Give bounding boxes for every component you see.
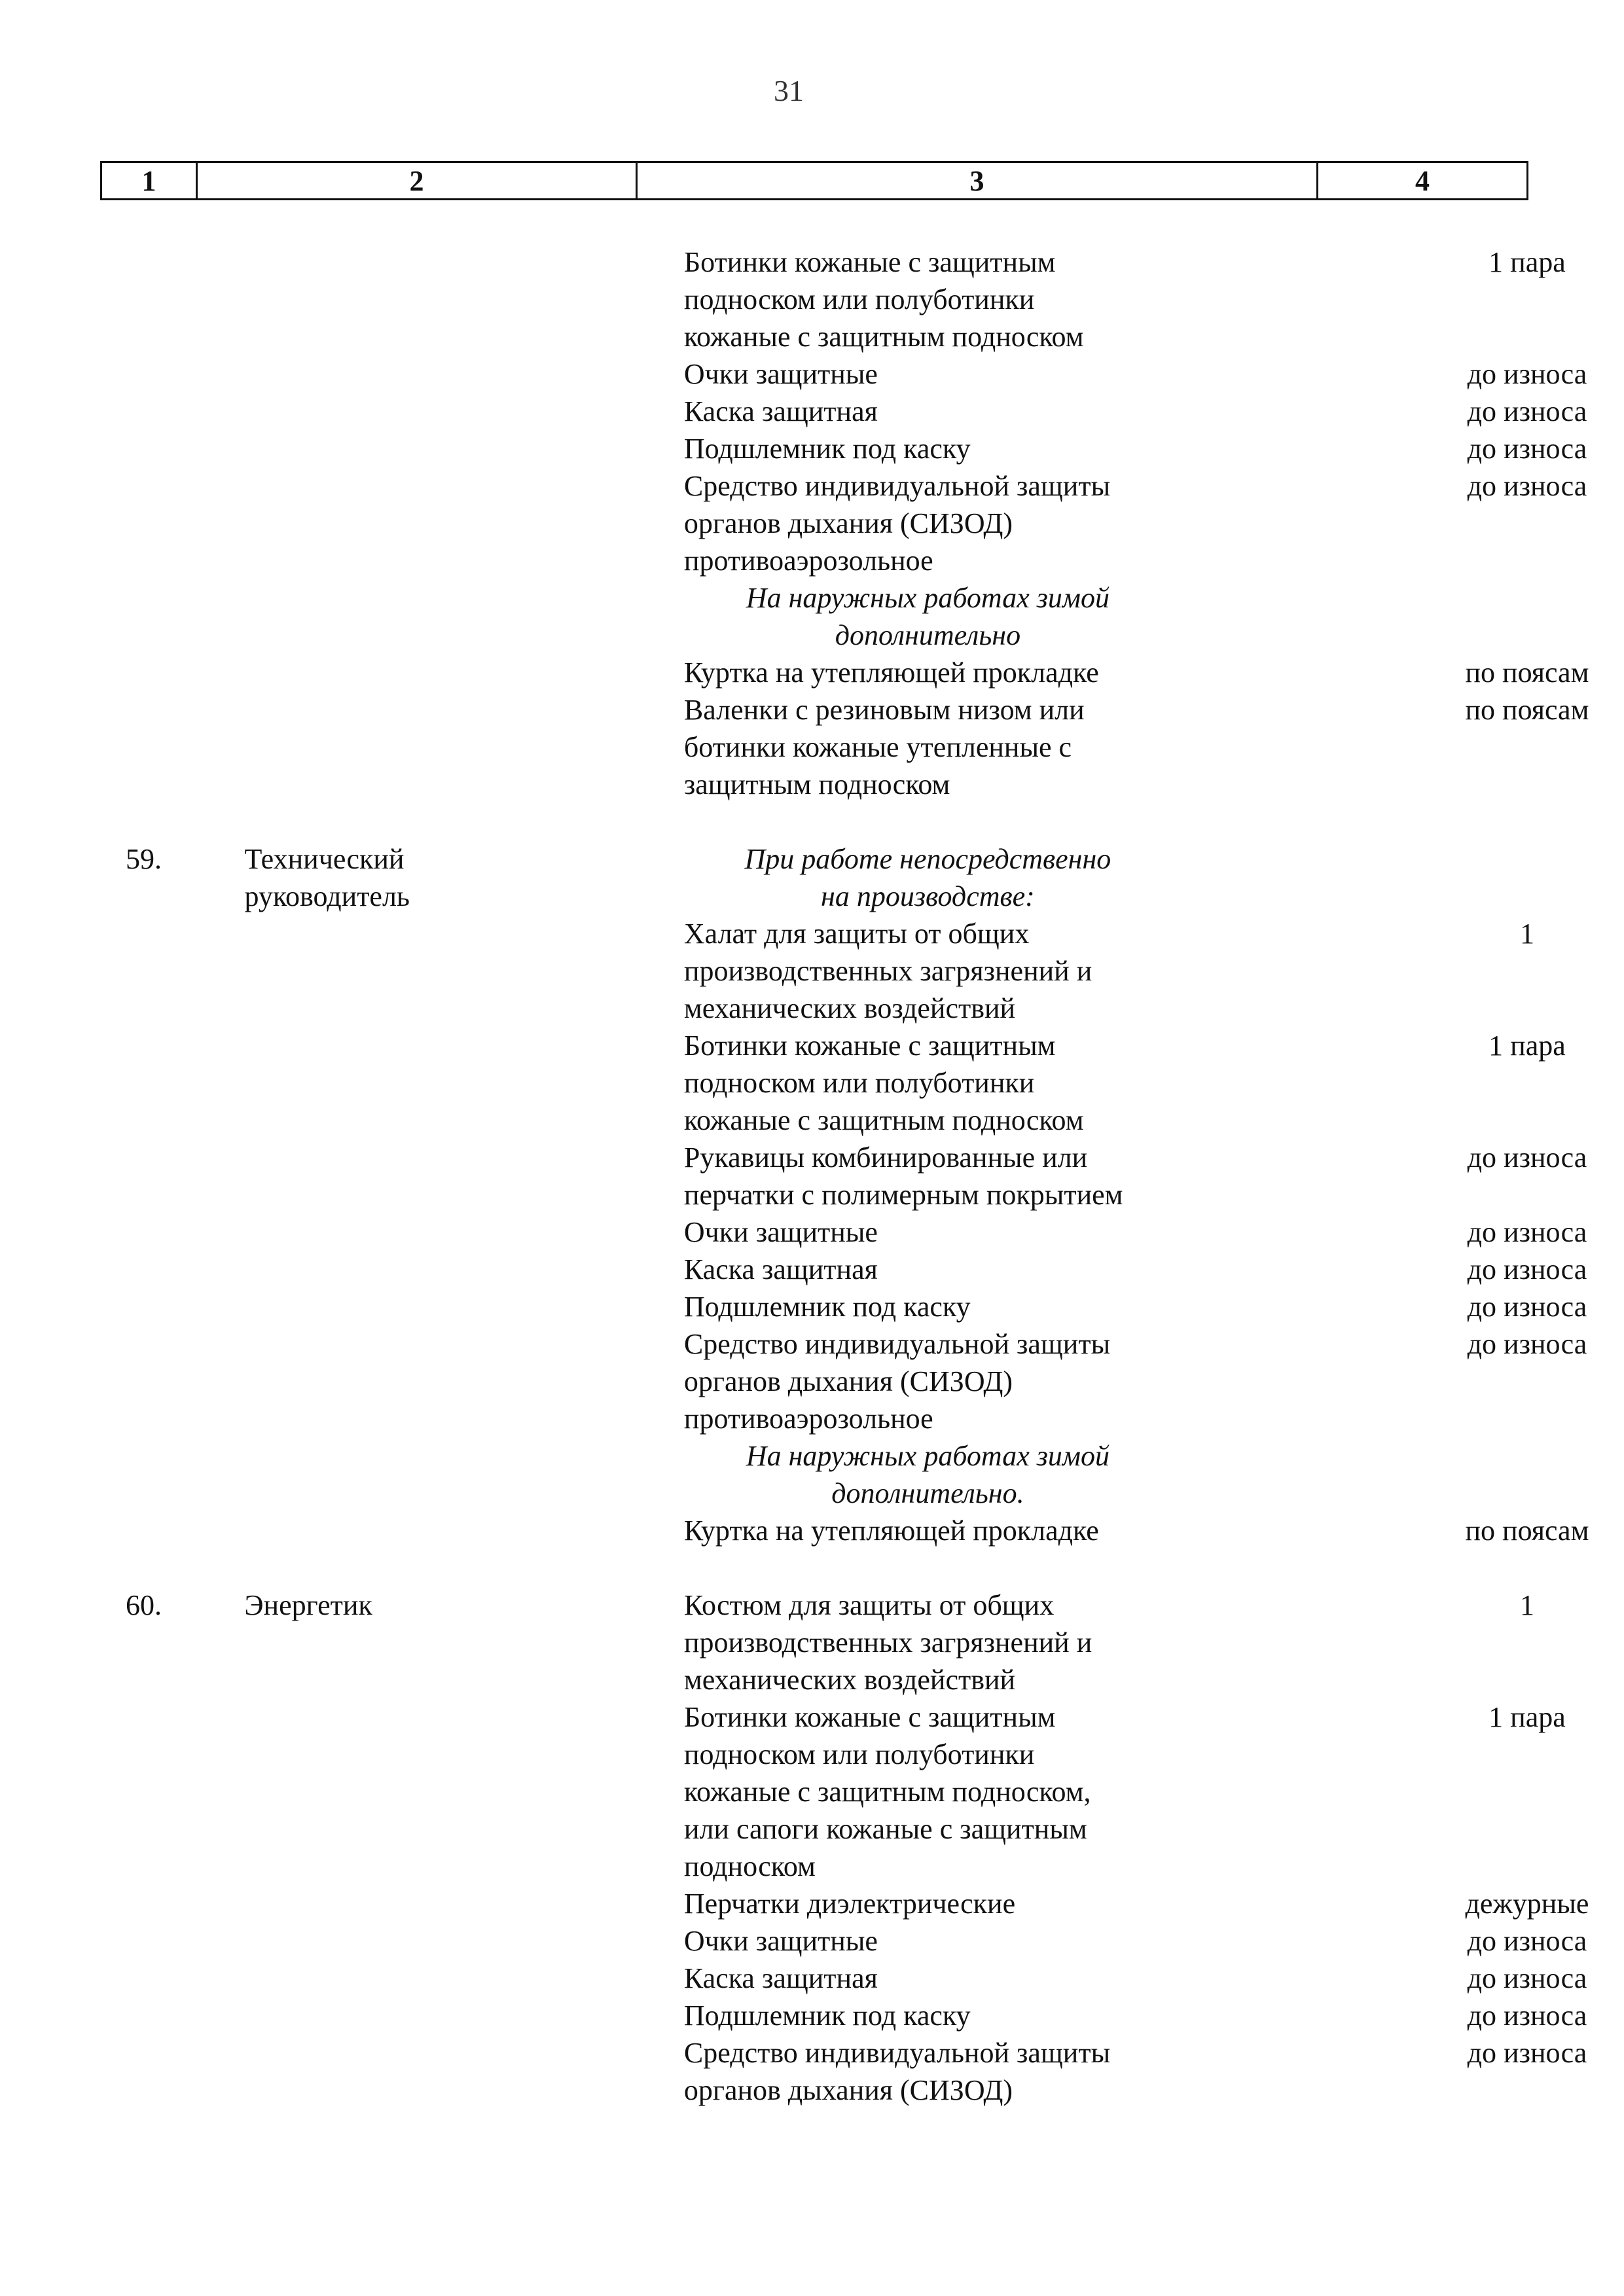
ppe-item-line: органов дыхания (СИЗОД)	[683, 507, 1013, 539]
ppe-item-line: Ботинки кожаные с защитным	[683, 1701, 1056, 1733]
ppe-item	[684, 1213, 1172, 1251]
issue-norm: до износа	[1467, 1141, 1587, 1174]
ppe-item-line: органов дыхания (СИЗОД)	[683, 1365, 1013, 1397]
job-title	[210, 243, 657, 355]
row-number	[0, 2034, 244, 2109]
ppe-item	[684, 1139, 1172, 1213]
ppe-item-line: на производстве:	[821, 880, 1035, 912]
ppe-item	[684, 2034, 1172, 2109]
table-row	[0, 1251, 1624, 1288]
ppe-item-line: кожаные с защитным подноском	[683, 1104, 1084, 1136]
ppe-item-line: Куртка на утепляющей прокладке	[683, 1515, 1099, 1547]
ppe-item-line: Очки защитные	[683, 1216, 878, 1248]
job-title	[210, 915, 657, 1027]
ppe-item-line: На наружных работах зимой	[746, 1440, 1110, 1472]
job-title	[210, 1139, 657, 1213]
ppe-item-line: дополнительно	[835, 619, 1021, 651]
job-title	[210, 1922, 657, 1960]
header-col-4: 4	[1415, 164, 1430, 197]
ppe-item-line: Ботинки кожаные с защитным	[683, 246, 1056, 278]
table-row	[0, 1437, 1624, 1512]
ppe-item	[684, 1922, 1172, 1960]
issue-norm: до износа	[1467, 1291, 1587, 1323]
ppe-item-line: производственных загрязнений и	[683, 1626, 1092, 1659]
ppe-item-line: производственных загрязнений и	[683, 955, 1092, 987]
row-number	[0, 1960, 244, 1997]
job-title	[210, 1885, 657, 1922]
issue-norm: 1 пара	[1489, 1030, 1566, 1062]
job-title	[210, 430, 657, 467]
ppe-item	[684, 1251, 1172, 1288]
issue-norm	[1430, 579, 1624, 654]
page-number: 31	[774, 74, 804, 107]
ppe-item	[684, 691, 1172, 803]
section-note	[684, 1437, 1172, 1512]
ppe-item-line: или сапоги кожаные с защитным	[683, 1813, 1087, 1845]
ppe-item	[684, 1997, 1172, 2034]
ppe-item-line: Костюм для защиты от общих	[683, 1589, 1055, 1621]
ppe-item-line: Очки защитные	[683, 1925, 878, 1957]
ppe-item	[684, 355, 1172, 393]
job-title	[210, 1587, 657, 1698]
table-row	[0, 1027, 1624, 1139]
row-number	[0, 1437, 244, 1512]
row-number	[0, 691, 244, 803]
row-number	[0, 467, 244, 579]
ppe-item-line: кожаные с защитным подноском	[683, 321, 1084, 353]
row-number	[0, 1027, 244, 1139]
row-number	[0, 1885, 244, 1922]
issue-norm: 1 пара	[1489, 1701, 1566, 1733]
issue-norm: до износа	[1467, 1216, 1587, 1248]
ppe-item-line: противоаэрозольное	[683, 1403, 933, 1435]
table-row	[0, 1922, 1624, 1960]
ppe-item-line: Подшлемник под каску	[683, 1291, 971, 1323]
issue-norm: до износа	[1467, 2037, 1587, 2069]
job-title	[210, 1213, 657, 1251]
issue-norm: до износа	[1467, 1253, 1587, 1285]
ppe-item	[684, 1027, 1172, 1139]
section-note	[684, 840, 1172, 915]
ppe-item-line: подноском или полуботинки	[683, 283, 1035, 315]
ppe-item-line: Средство индивидуальной защиты	[683, 2037, 1111, 2069]
ppe-item-line: противоаэрозольное	[683, 545, 933, 577]
job-title	[210, 1251, 657, 1288]
row-number	[0, 355, 244, 393]
issue-norm: до износа	[1467, 1962, 1587, 1994]
table-row	[0, 1288, 1624, 1325]
issue-norm: до износа	[1467, 1328, 1587, 1360]
issue-norm: до износа	[1467, 358, 1587, 390]
job-title	[210, 1698, 657, 1885]
job-title-line: Технический	[244, 843, 405, 875]
table-row	[0, 243, 1624, 355]
header-col-3: 3	[638, 163, 1318, 198]
job-title	[210, 1960, 657, 1997]
row-number	[0, 243, 244, 355]
row-number	[0, 915, 244, 1027]
row-number: 59.	[126, 843, 162, 875]
job-title	[210, 1512, 657, 1549]
row-number	[0, 1251, 244, 1288]
job-title	[210, 1437, 657, 1512]
ppe-item	[684, 1512, 1172, 1549]
table-row	[0, 1325, 1624, 1437]
issue-norm: дежурные	[1465, 1888, 1589, 1920]
table-row	[0, 915, 1624, 1027]
issue-norm: по поясам	[1465, 656, 1589, 689]
job-title	[210, 1288, 657, 1325]
table-row	[0, 393, 1624, 430]
ppe-item-line: Подшлемник под каску	[683, 2000, 971, 2032]
issue-norm	[1430, 840, 1624, 915]
row-number	[0, 393, 244, 430]
job-title	[210, 355, 657, 393]
row-number: 60.	[126, 1589, 162, 1621]
table-row	[0, 1997, 1624, 2034]
section-note	[684, 579, 1172, 654]
ppe-item	[684, 1288, 1172, 1325]
job-title	[210, 393, 657, 430]
ppe-item	[684, 430, 1172, 467]
ppe-item	[684, 654, 1172, 691]
table-row	[0, 840, 1624, 915]
ppe-item-line: Валенки с резиновым низом или	[683, 694, 1085, 726]
job-title	[210, 467, 657, 579]
ppe-item-line: Перчатки диэлектрические	[683, 1888, 1016, 1920]
table-row	[0, 1139, 1624, 1213]
table-row	[0, 430, 1624, 467]
issue-norm: 1	[1519, 1589, 1534, 1621]
issue-norm: 1	[1519, 918, 1534, 950]
table-body	[0, 243, 1624, 2109]
issue-norm: по поясам	[1465, 1515, 1589, 1547]
row-number	[0, 1698, 244, 1885]
job-title	[210, 840, 657, 915]
table-row	[0, 1587, 1624, 1698]
issue-norm: до износа	[1467, 433, 1587, 465]
ppe-item-line: Ботинки кожаные с защитным	[683, 1030, 1056, 1062]
issue-norm: до износа	[1467, 470, 1587, 502]
issue-norm: до износа	[1467, 2000, 1587, 2032]
table-row	[0, 1698, 1624, 1885]
row-number	[0, 1213, 244, 1251]
issue-norm: до износа	[1467, 1925, 1587, 1957]
ppe-item-line: Каска защитная	[683, 1962, 878, 1994]
ppe-item	[684, 467, 1172, 579]
job-title	[210, 2034, 657, 2109]
ppe-item	[684, 393, 1172, 430]
issue-norm: до износа	[1467, 395, 1587, 427]
ppe-item-line: защитным подноском	[683, 768, 950, 800]
ppe-item-line: Куртка на утепляющей прокладке	[683, 656, 1099, 689]
job-title	[210, 1997, 657, 2034]
ppe-item-line: подноском	[683, 1850, 816, 1882]
ppe-item-line: Рукавицы комбинированные или	[683, 1141, 1088, 1174]
row-number	[0, 430, 244, 467]
ppe-item	[684, 1885, 1172, 1922]
job-title	[210, 654, 657, 691]
table-row	[0, 654, 1624, 691]
ppe-item-line: органов дыхания (СИЗОД)	[683, 2074, 1013, 2106]
job-title	[210, 579, 657, 654]
ppe-item-line: механических воздействий	[683, 992, 1016, 1024]
table-row	[0, 1512, 1624, 1549]
header-col-1: 1	[102, 163, 198, 198]
ppe-item-line: Подшлемник под каску	[683, 433, 971, 465]
row-number	[0, 1997, 244, 2034]
table-row	[0, 691, 1624, 803]
ppe-item	[684, 1587, 1172, 1698]
ppe-item-line: подноском или полуботинки	[683, 1067, 1035, 1099]
ppe-item-line: кожаные с защитным подноском,	[683, 1776, 1091, 1808]
table-row	[0, 1960, 1624, 1997]
ppe-item-line: Средство индивидуальной защиты	[683, 470, 1111, 502]
ppe-item-line: Халат для защиты от общих	[683, 918, 1030, 950]
ppe-item-line: Каска защитная	[683, 395, 878, 427]
row-number	[0, 579, 244, 654]
ppe-item-line: Каска защитная	[683, 1253, 878, 1285]
header-col-2: 2	[198, 163, 638, 198]
ppe-item-line: При работе непосредственно	[744, 843, 1111, 875]
ppe-item	[684, 1325, 1172, 1437]
table-row	[0, 1885, 1624, 1922]
row-number	[0, 1922, 244, 1960]
ppe-item	[684, 1698, 1172, 1885]
ppe-item-line: Средство индивидуальной защиты	[683, 1328, 1111, 1360]
ppe-item-line: перчатки с полимерным покрытием	[683, 1179, 1123, 1211]
issue-norm: по поясам	[1465, 694, 1589, 726]
job-title-line: руководитель	[244, 880, 410, 912]
row-number	[0, 654, 244, 691]
issue-norm	[1430, 1437, 1624, 1512]
row-number	[0, 1512, 244, 1549]
table-row	[0, 579, 1624, 654]
issue-norm: 1 пара	[1489, 246, 1566, 278]
ppe-item-line: дополнительно.	[831, 1477, 1024, 1509]
ppe-item-line: ботинки кожаные утепленные с	[683, 731, 1072, 763]
job-title	[210, 1027, 657, 1139]
ppe-item-line: подноском или полуботинки	[683, 1738, 1035, 1770]
ppe-item-line: механических воздействий	[683, 1664, 1016, 1696]
row-number	[0, 1325, 244, 1437]
table-header	[100, 161, 1528, 200]
ppe-item	[684, 915, 1172, 1027]
job-title	[210, 1325, 657, 1437]
table-row	[0, 467, 1624, 579]
job-title	[210, 691, 657, 803]
job-title-line: Энергетик	[244, 1589, 372, 1621]
ppe-item	[684, 243, 1172, 355]
table-row	[0, 2034, 1624, 2109]
table-row	[0, 355, 1624, 393]
ppe-item-line: На наружных работах зимой	[746, 582, 1110, 614]
table-row	[0, 1213, 1624, 1251]
ppe-item-line: Очки защитные	[683, 358, 878, 390]
row-number	[0, 1139, 244, 1213]
ppe-item	[684, 1960, 1172, 1997]
row-number	[0, 1288, 244, 1325]
